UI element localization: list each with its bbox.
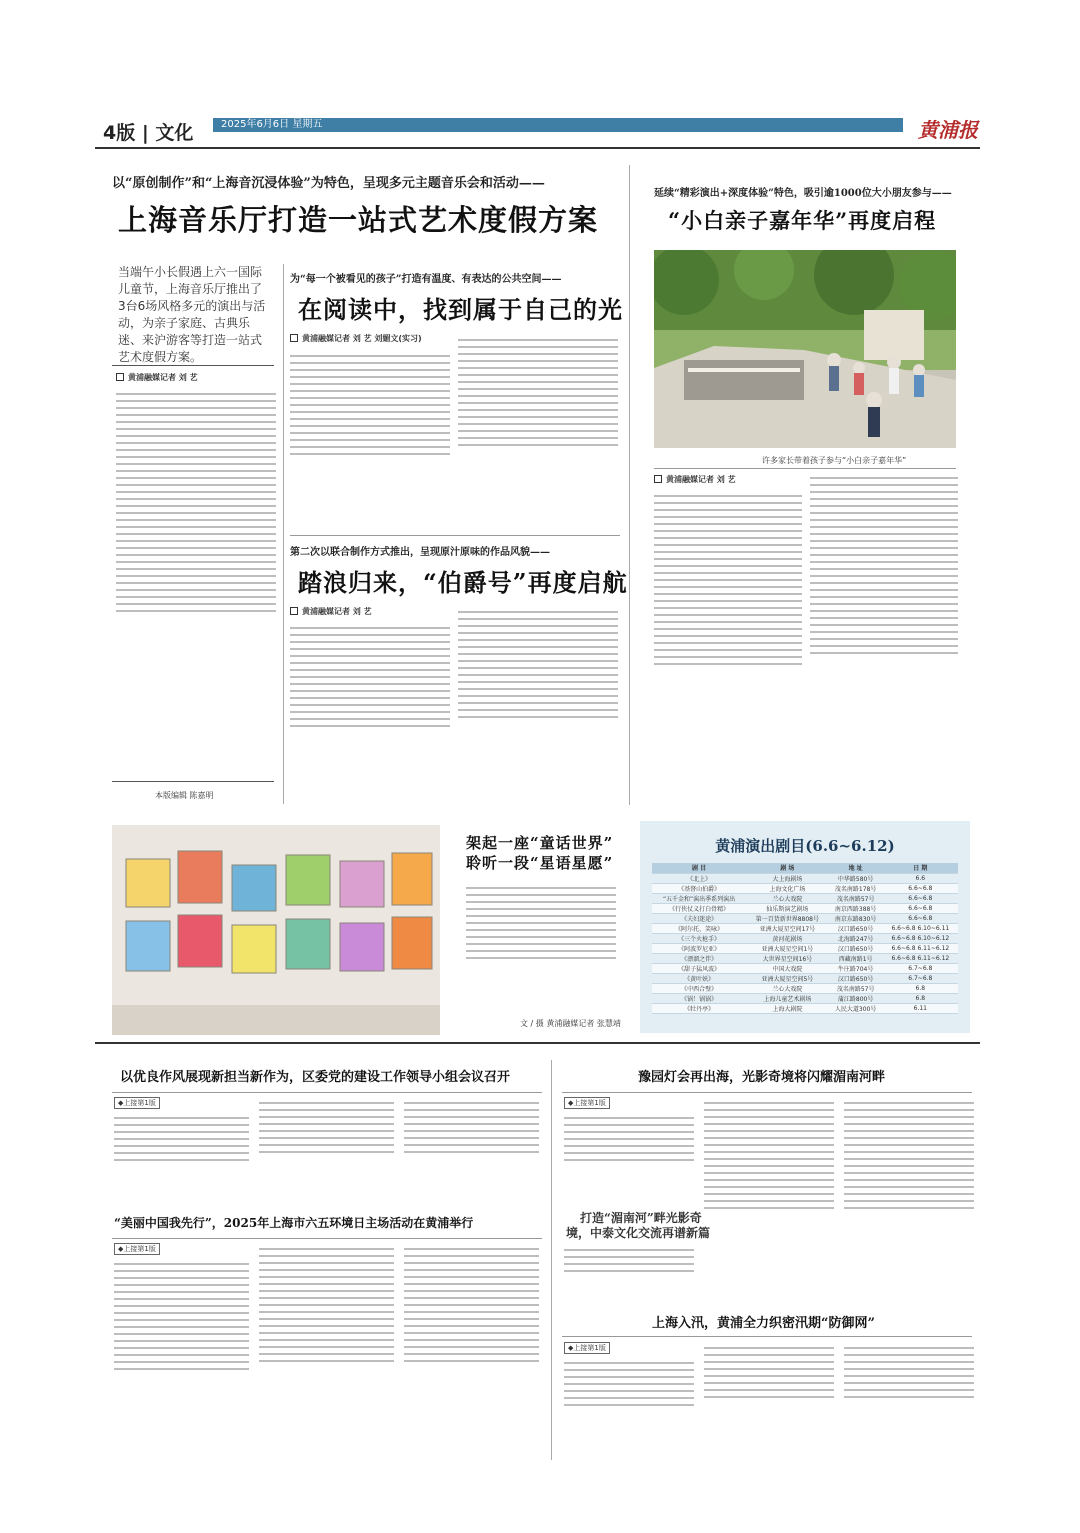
cell: 上海大剧院 [746, 1003, 828, 1013]
environment-continue-tag: ◆上接第1版 [114, 1243, 160, 1255]
cell: 牛庄路704号 [829, 963, 883, 973]
table-row [652, 903, 958, 913]
newspaper-logo: 黄浦报 [918, 118, 978, 142]
lantern-body-col2 [704, 1097, 834, 1297]
earl-body-col2 [458, 606, 618, 802]
cell: 汉口路650号 [829, 943, 883, 953]
schedule-header: 日 期 [883, 863, 958, 873]
table-row [652, 983, 958, 993]
rule [112, 1238, 542, 1239]
cell: 中国大戏院 [746, 963, 828, 973]
cell: 《夫妇迷途》 [652, 913, 746, 923]
exhibition-photo [112, 825, 440, 1035]
cell: 《阿波罗尼亚》 [652, 943, 746, 953]
cell: 6.7~6.8 [883, 973, 958, 983]
column-divider [283, 264, 284, 804]
concert-hall-body [116, 388, 276, 766]
party-continue-tag: ◆上接第1版 [114, 1097, 160, 1109]
fairytale-body [466, 882, 616, 1022]
cell: 大上海剧场 [746, 873, 828, 883]
lantern-body-col1b [564, 1244, 694, 1304]
cell: 6.7~6.8 [883, 963, 958, 973]
cell: 兰心大戏院 [746, 893, 828, 903]
cell: 6.8 [883, 983, 958, 993]
cell: 6.6~6.8 [883, 893, 958, 903]
section-rule [95, 1042, 980, 1044]
cell: 《漂溜之伴》 [652, 953, 746, 963]
cell: 黄河花剧场 [746, 933, 828, 943]
cell: 人民大道300号 [829, 1003, 883, 1013]
earl-body-col1 [290, 622, 450, 802]
cell: 6.6 [883, 873, 958, 883]
fairytale-headline-line2: 聆听一段“星语星愿” [466, 854, 614, 872]
environment-body-col1 [114, 1258, 249, 1458]
exhibition-photo-illustration [112, 825, 440, 1035]
earl-byline: 黄浦融媒记者 刘 艺 [290, 606, 372, 617]
cell: 兰心大戏院 [746, 983, 828, 993]
cell: 茂名南路57号 [829, 893, 883, 903]
rule [562, 1092, 972, 1093]
carnival-body-col1 [654, 490, 802, 790]
fairytale-byline: 文 / 摄 黄浦融媒记者 张慧靖 [520, 1019, 621, 1028]
table-row [652, 873, 958, 883]
earl-headline: 踏浪归来，“伯爵号”再度启航 [298, 568, 628, 597]
flood-headline: 上海入汛，黄浦全力织密汛期“防御网” [652, 1316, 875, 1331]
cell: 6.6~6.8 [883, 913, 958, 923]
cell: 西藏南路1号 [829, 953, 883, 963]
reading-headline: 在阅读中，找到属于自己的光 [298, 295, 623, 324]
schedule-header-row [652, 863, 958, 873]
schedule-panel [640, 821, 970, 1033]
cell: 《牡丹亭》 [652, 1003, 746, 1013]
cell: 南京东路830号 [829, 913, 883, 923]
cell: 汉口路650号 [829, 973, 883, 983]
masthead [95, 114, 980, 146]
lantern-subhead-line2: 境，中泰文化交流再谱新篇 [566, 1226, 711, 1240]
reading-kicker: 为“每一个被看见的孩子”打造有温度、有表达的公共空间—— [290, 274, 562, 285]
cell: 6.6~6.8 [883, 883, 958, 893]
cell: 6.6~6.8 6.11~6.12 [883, 943, 958, 953]
table-row [652, 943, 958, 953]
concert-hall-headline: 上海音乐厅打造一站式艺术度假方案 [118, 203, 599, 237]
schedule-header: 地 址 [829, 863, 883, 873]
table-row [652, 953, 958, 963]
party-body-col2 [259, 1097, 394, 1198]
cell: 《甜子猛风波》 [652, 963, 746, 973]
cell: 6.6~6.8 [883, 903, 958, 913]
concert-hall-lede: 当端午小长假遇上六一国际儿童节，上海音乐厅推出了3台6场风格多元的演出与活动，为亲子家庭、古典乐迷、来沪游客等打造一站式艺术度假方案。 [118, 265, 266, 364]
cell: 《锅！锅锅》 [652, 993, 746, 1003]
environment-body-col2 [259, 1243, 394, 1458]
cell: 茂名南路57号 [829, 983, 883, 993]
concert-hall-byline: 黄浦融媒记者 刘 艺 [116, 372, 198, 383]
cell: 《行侠仗义打白骨精》 [652, 903, 746, 913]
cell: 大世界星空间16号 [746, 953, 828, 963]
page-section: 4版 | 文化 [103, 122, 194, 144]
schedule-header: 剧 目 [652, 863, 746, 873]
column-divider [551, 1060, 552, 1460]
cell: 亚洲大厦星空间5号 [746, 973, 828, 983]
carnival-headline: “小白亲子嘉年华”再度启程 [668, 208, 937, 233]
environment-headline: “美丽中国我先行”，2025年上海市六五环境日主场活动在黄浦举行 [114, 1216, 474, 1230]
carnival-body-col2 [810, 472, 958, 790]
cell: 亚洲大厦星空间1号 [746, 943, 828, 953]
party-body-col1 [114, 1112, 249, 1198]
table-row [652, 893, 958, 903]
table-row [652, 933, 958, 943]
cell: 上海文化广场 [746, 883, 828, 893]
carnival-photo-caption: 许多家长带着孩子参与“小白亲子嘉年华” [762, 456, 907, 465]
concert-hall-kicker: 以“原创制作”和“上海音沉浸体验”为特色，呈现多元主题音乐会和活动—— [112, 176, 545, 191]
rule [112, 781, 274, 782]
lantern-headline: 豫园灯会再出海，光影奇境将闪耀湄南河畔 [638, 1070, 886, 1085]
cell: 南京西路388号 [829, 903, 883, 913]
schedule-table [652, 863, 958, 1014]
flood-body-col1 [564, 1357, 694, 1457]
carnival-photo-illustration [654, 250, 956, 448]
reading-body-col1 [290, 350, 450, 530]
lantern-subhead-line1: 打造“湄南河”畔光影奇 [580, 1211, 702, 1225]
cell: 茂名南路178号 [829, 883, 883, 893]
cell: 6.6~6.8 6.11~6.12 [883, 953, 958, 963]
rule [290, 535, 620, 536]
cell: 《三个火枪手》 [652, 933, 746, 943]
cell: 亚洲大厦星空间17号 [746, 923, 828, 933]
rule [562, 1336, 972, 1337]
cell: 上海儿童艺术剧场 [746, 993, 828, 1003]
table-row [652, 993, 958, 1003]
cell: 6.11 [883, 1003, 958, 1013]
earl-kicker: 第二次以联合制作方式推出，呈现原汁原味的作品风貌—— [290, 547, 550, 558]
cell: 《阿尔托，笑咏》 [652, 923, 746, 933]
lantern-body-col3 [844, 1097, 974, 1297]
cell: 6.8 [883, 993, 958, 1003]
table-row [652, 963, 958, 973]
table-row [652, 973, 958, 983]
table-row [652, 883, 958, 893]
cell: 6.6~6.8 6.10~6.12 [883, 933, 958, 943]
cell: 中华路580号 [829, 873, 883, 883]
reading-byline: 黄浦融媒记者 刘 艺 刘媚文(实习) [290, 333, 422, 344]
reading-body-col2 [458, 334, 618, 530]
schedule-header: 剧 场 [746, 863, 828, 873]
column-divider [629, 165, 630, 805]
page-editor: 本版编辑 陈嘉明 [155, 791, 214, 800]
cell: 《基督山伯爵》 [652, 883, 746, 893]
rule [654, 468, 956, 469]
cell: 汉口路650号 [829, 923, 883, 933]
flood-continue-tag: ◆上接第1版 [564, 1342, 610, 1354]
lantern-continue-tag: ◆上接第1版 [564, 1097, 610, 1109]
table-row [652, 923, 958, 933]
table-row [652, 1003, 958, 1013]
lantern-body-col1 [564, 1112, 694, 1204]
cell: 《北上》 [652, 873, 746, 883]
cell: 6.6~6.8 6.10~6.11 [883, 923, 958, 933]
environment-body-col3 [404, 1243, 539, 1458]
carnival-photo [654, 250, 956, 448]
masthead-rule [95, 147, 980, 149]
cell: 北海路247号 [829, 933, 883, 943]
party-body-col3 [404, 1097, 539, 1198]
table-row [652, 913, 958, 923]
fairytale-headline-line1: 架起一座“童话世界” [466, 834, 614, 852]
rule [112, 365, 274, 366]
carnival-byline: 黄浦融媒记者 刘 艺 [654, 474, 736, 485]
date-bar: 2025年6月6日 星期五 [213, 118, 903, 132]
party-headline: 以优良作风展现新担当新作为，区委党的建设工作领导小组会议召开 [120, 1070, 511, 1085]
rule [112, 1092, 542, 1093]
flood-body-col2 [704, 1342, 834, 1457]
flood-body-col3 [844, 1342, 974, 1457]
carnival-kicker: 延续“精彩演出+深度体验”特色，吸引逾1000位大小朋友参与—— [654, 188, 952, 199]
cell: “五千金和”演出季系列演出 [652, 893, 746, 903]
cell: 《中西合璧》 [652, 983, 746, 993]
cell: 仙乐斯演艺剧场 [746, 903, 828, 913]
cell: 《黄叶妖》 [652, 973, 746, 983]
cell: 蒲江路800号 [829, 993, 883, 1003]
schedule-title: 黄浦演出剧目(6.6~6.12) [715, 837, 895, 855]
cell: 第一百货新世界8808号 [746, 913, 828, 923]
